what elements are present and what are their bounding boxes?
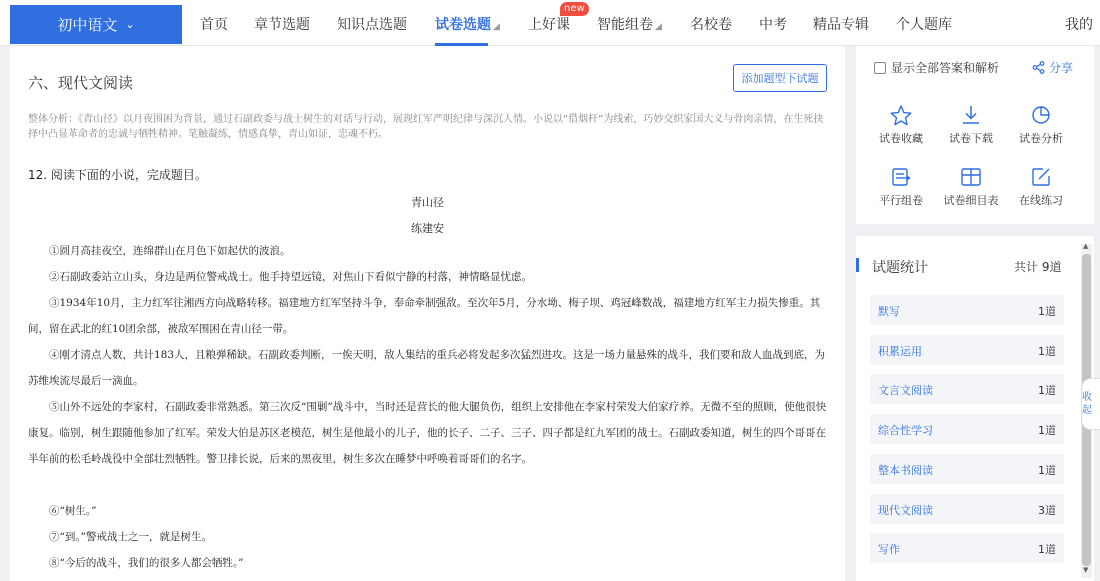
tool-collect-paper[interactable]	[866, 104, 936, 146]
stat-row[interactable]	[870, 335, 1064, 365]
stat-count: 1道	[1038, 464, 1056, 477]
share-label: 分享	[1049, 61, 1074, 75]
stat-type: 综合性学习	[878, 424, 933, 437]
question-stats-panel	[856, 236, 1094, 581]
story-paragraph: ②石副政委站立山头，身边是两位警戒战士。他手持望远镜，对焦山下看似宁静的村落，神情略显忧虑。	[49, 271, 532, 283]
pie-chart-icon	[1006, 104, 1076, 126]
nav-zhongkao[interactable]: 中考	[759, 17, 787, 33]
stat-row[interactable]	[870, 295, 1064, 325]
nav-home[interactable]: 首页	[200, 17, 228, 33]
share-icon	[1032, 61, 1045, 74]
stat-type: 整本书阅读	[878, 464, 933, 477]
table-icon	[936, 166, 1006, 188]
subject-label: 初中语文	[57, 16, 118, 34]
corner-icon: ◢	[493, 22, 500, 32]
tool-label: 试卷下载	[949, 132, 993, 145]
collapse-panel-button[interactable]	[1081, 378, 1100, 430]
accent-bar	[856, 258, 859, 272]
story-paragraph: ①圆月高挂夜空，连绵群山在月色下如起伏的波浪。	[49, 245, 291, 257]
nav-good-lesson[interactable]: 上好课	[528, 17, 570, 33]
story-paragraph: ③1934年10月，主力红军往湘西方向战略转移。福建地方红军坚持斗争，奉命牵制强敌。至次年5月，分水坳、梅子坝、鸡冠峰数战，福建地方红军主力损失惨重。其间，留在武北的红10团余部，被敌军围困在青山径一带。	[28, 297, 821, 335]
stat-type: 积累运用	[878, 345, 922, 358]
nav-smart-compose[interactable]	[597, 14, 662, 34]
tool-download-paper[interactable]	[936, 104, 1006, 146]
nav-smart-compose-label: 智能组卷	[597, 17, 653, 33]
stat-count: 1道	[1038, 424, 1056, 437]
section-title: 六、现代文阅读	[28, 74, 134, 92]
tool-label: 试卷细目表	[943, 194, 999, 207]
nav-knowledge-select[interactable]: 知识点选题	[337, 17, 407, 33]
paper-tools-panel	[856, 46, 1094, 224]
tool-label: 试卷分析	[1019, 132, 1063, 145]
nav-personal-bank[interactable]: 个人题库	[896, 17, 952, 33]
stats-total: 共计 9道	[1014, 260, 1062, 274]
story-title: 青山径	[411, 196, 444, 209]
stat-row[interactable]	[870, 374, 1064, 404]
star-icon	[866, 104, 936, 126]
stat-type: 写作	[878, 543, 900, 556]
chevron-down-icon: ⌄	[125, 18, 135, 31]
overall-analysis: 整体分析：《青山径》以月夜围困为背景，通过石副政委与战士树生的对话与行动，展现红军严明纪律与深沉人情。小说以“借烟杆”为线索，巧妙交织家国大义与骨肉亲情，在生死抉择中凸显革命者的忠诚与牺牲精神。笔触凝练，情感真挚，青山如证，忠魂不朽。	[28, 114, 824, 140]
stat-type: 默写	[878, 305, 900, 318]
checkbox[interactable]	[874, 62, 886, 74]
stat-row[interactable]	[870, 454, 1064, 484]
parallel-paper-icon	[866, 166, 936, 188]
tool-parallel-compose[interactable]	[866, 166, 936, 208]
stat-type: 文言文阅读	[878, 384, 933, 397]
stat-count: 3道	[1038, 504, 1056, 517]
stat-count: 1道	[1038, 384, 1056, 397]
download-icon	[936, 104, 1006, 126]
nav-famous-school[interactable]: 名校卷	[690, 17, 732, 33]
stat-count: 1道	[1038, 543, 1056, 556]
show-all-answers-toggle[interactable]	[874, 59, 999, 76]
story-paragraph: ④刚才清点人数，共计183人，且粮弹稀缺。石副政委判断，一俟天明，敌人集结的重兵必将发起多次猛烈进攻。这是一场力量悬殊的战斗，我们要和敌人血战到底，为苏维埃流尽最后一滴血。	[28, 349, 826, 387]
tool-detail-table[interactable]	[936, 166, 1006, 208]
story-paragraph: ⑧“今后的战斗，我们的很多人都会牺牲。”	[49, 557, 244, 569]
nav-chapter-select[interactable]: 章节选题	[254, 17, 310, 33]
stat-row[interactable]	[870, 494, 1064, 524]
share-button[interactable]	[1032, 59, 1073, 76]
tool-online-practice[interactable]	[1006, 166, 1076, 208]
tool-label: 平行组卷	[879, 194, 923, 207]
stat-type: 现代文阅读	[878, 504, 933, 517]
story-paragraph: ⑤山外不远处的李家村，石副政委非常熟悉。第三次反“围剿”战斗中，当时还是营长的他大腿负伤，组织上安排他在李家村荣发大伯家疗养。无微不至的照顾，使他很快康复。临别，树生跟随他参加了红军。荣发大伯是苏区老模范，树生是他最小的儿子，他的长子、二子、三子、四子都是红九军团的战士。石副政委知道，树生的四个哥哥在半年前的松毛岭战役中全部壮烈牺牲。警卫排长说，后来的黑夜里，树生多次在睡梦中呼唤着哥哥们的名字。	[28, 401, 827, 465]
tool-label: 试卷收藏	[879, 132, 923, 145]
nav-paper-select-label: 试卷选题	[435, 17, 491, 33]
stat-count: 1道	[1038, 305, 1056, 318]
story-paragraph: ⑥“树生。”	[49, 505, 97, 517]
stat-count: 1道	[1038, 345, 1056, 358]
new-badge: new	[560, 2, 589, 16]
stat-row[interactable]	[870, 414, 1064, 444]
corner-icon: ◢	[655, 22, 662, 32]
story-paragraph: ⑦“到。”警戒战士之一，就是树生。	[49, 531, 212, 543]
stat-row[interactable]	[870, 533, 1064, 563]
add-questions-button[interactable]: 添加题型下试题	[733, 64, 827, 92]
nav-mine[interactable]: 我的	[1065, 17, 1093, 33]
nav-paper-select[interactable]	[435, 14, 500, 34]
story-author: 练建安	[411, 222, 444, 235]
nav-premium[interactable]: 精品专辑	[813, 17, 869, 33]
top-nav	[0, 0, 1100, 46]
paper-content	[10, 46, 845, 581]
show-all-label: 显示全部答案和解析	[891, 61, 1000, 75]
scroll-down-arrow-icon[interactable]: ▼	[1083, 566, 1089, 574]
scroll-up-arrow-icon[interactable]: ▲	[1083, 242, 1089, 250]
question-stem: 12. 阅读下面的小说，完成题目。	[28, 168, 207, 182]
tool-label: 在线练习	[1019, 194, 1063, 207]
subject-selector[interactable]	[10, 5, 182, 44]
collapse-label: 收起	[1082, 392, 1092, 416]
tool-analyze-paper[interactable]	[1006, 104, 1076, 146]
stats-title: 试题统计	[872, 260, 928, 276]
edit-icon	[1006, 166, 1076, 188]
